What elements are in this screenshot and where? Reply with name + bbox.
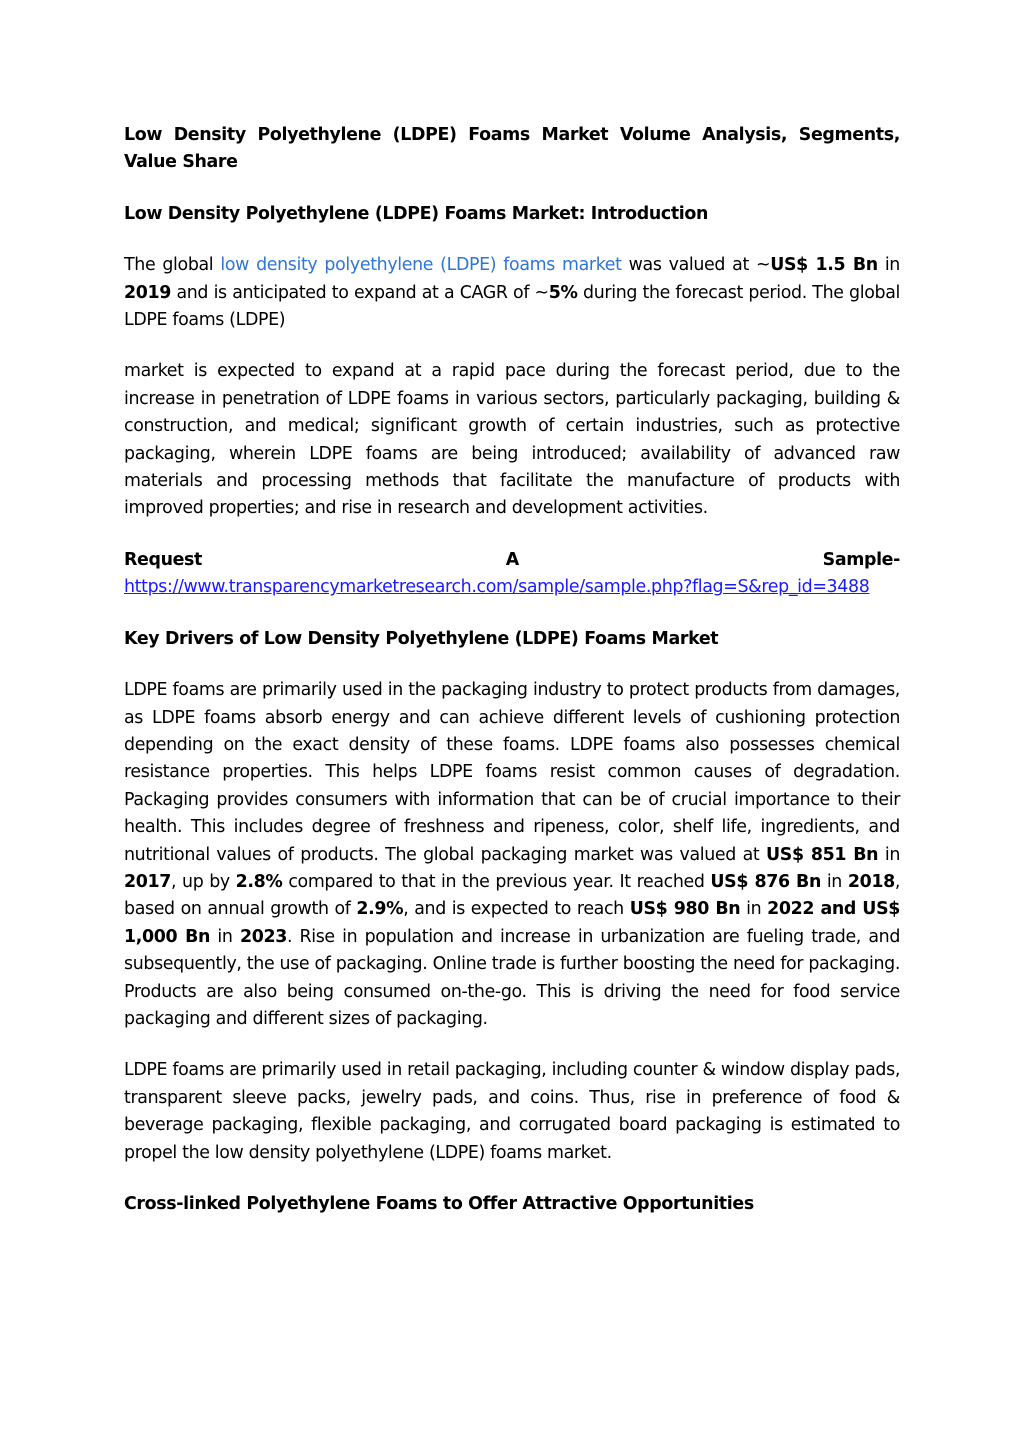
drivers-heading: Key Drivers of Low Density Polyethylene (LDPE) Foams Market	[124, 628, 719, 649]
crosslinked-heading: Cross-linked Polyethylene Foams to Offer Attractive Opportunities	[124, 1194, 754, 1214]
drivers-year-2018: 2018	[847, 871, 895, 892]
intro-paragraph	[124, 252, 900, 334]
drivers-text: in	[740, 899, 768, 920]
intro-year: 2019	[124, 282, 172, 303]
intro-heading: Low Density Polyethylene (LDPE) Foams Market: Introduction	[124, 203, 709, 224]
drivers-text: in	[821, 871, 848, 892]
intro-text-5: during the forecast period. The global LDPE foams (LDPE)	[124, 282, 900, 331]
intro-text-4: and is anticipated to expand at a CAGR of ~	[171, 282, 549, 303]
drivers-year-2017: 2017	[124, 871, 172, 892]
a-word: A	[505, 549, 519, 570]
document-title: Low Density Polyethylene (LDPE) Foams Market Volume Analysis, Segments, Value Share	[124, 125, 900, 173]
drivers-text: , and is expected to reach	[403, 899, 630, 920]
drivers-text: , up by	[171, 871, 236, 892]
market-expansion-paragraph: market is expected to expand at a rapid pace during the forecast period, due to the increase in penetration of LDPE foams in various sectors, particularly packaging, building & construction, and medical; significant growth of certain industries, such as protective packaging, wherein LDPE foams are being introduced; availability of advanced raw materials and processing methods that facilitate the manufacture of products with improved properties; and rise in research and development activities.	[124, 361, 900, 519]
drivers-growth-2017: 2.8%	[235, 871, 283, 892]
request-sample-block	[124, 547, 900, 602]
intro-text-1: The global	[124, 255, 221, 276]
intro-text-2: was valued at ~	[621, 255, 771, 276]
intro-cagr: 5%	[548, 282, 578, 303]
drivers-year-2022: 2022 and US$ 1,000 Bn	[124, 899, 901, 947]
drivers-text: compared to that in the previous year. It reached	[282, 871, 711, 892]
drivers-paragraph	[124, 677, 900, 1033]
drivers-text: LDPE foams are primarily used in the packaging industry to protect products from damages, as LDPE foams absorb energy and can achieve different levels of cushioning protection depending on the exact density of these foams. LDPE foams also possesses chemical resistance properties. This helps LDPE foams resist common causes of degradation. Packaging provides consumers with information that can be of crucial importance to their health. This includes degree of freshness and ripeness, color, shelf life, ingredients, and nutritional values of products. The global packaging market was valued at	[124, 680, 900, 865]
intro-value: US$ 1.5 Bn	[770, 255, 878, 276]
drivers-text: in	[878, 844, 900, 865]
intro-text-3: in	[877, 255, 900, 276]
request-word: Request	[124, 549, 203, 570]
drivers-text: in	[210, 926, 240, 947]
request-sample-line	[124, 547, 900, 574]
drivers-growth-2018: 2.9%	[356, 899, 404, 920]
drivers-text: . Rise in population and increase in urbanization are fueling trade, and subsequently, the use of packaging. Online trade is further boosting the need for packaging. Products are also being consumed on-the-go. This is driving the need for food service packaging and different sizes of packaging.	[124, 926, 901, 1029]
drivers-year-2023: 2023	[239, 926, 287, 947]
sample-url-link[interactable]: https://www.transparencymarketresearch.com/sample/sample.php?flag=S&rep_id=3488	[124, 577, 870, 598]
sample-word: Sample-	[822, 549, 900, 570]
drivers-value-2018: US$ 876 Bn	[710, 871, 821, 892]
drivers-value-2017: US$ 851 Bn	[766, 844, 879, 865]
retail-paragraph: LDPE foams are primarily used in retail packaging, including counter & window display pads, transparent sleeve packs, jewelry pads, and coins. Thus, rise in preference of food & beverage packaging, flexible packaging, and corrugated board packaging is estimated to propel the low density polyethylene (LDPE) foams market.	[124, 1060, 900, 1163]
drivers-text: , based on annual growth of	[124, 871, 901, 920]
document-page	[124, 122, 900, 1242]
market-link[interactable]: low density polyethylene (LDPE) foams market	[220, 255, 622, 276]
drivers-value-2022: US$ 980 Bn	[629, 899, 741, 920]
